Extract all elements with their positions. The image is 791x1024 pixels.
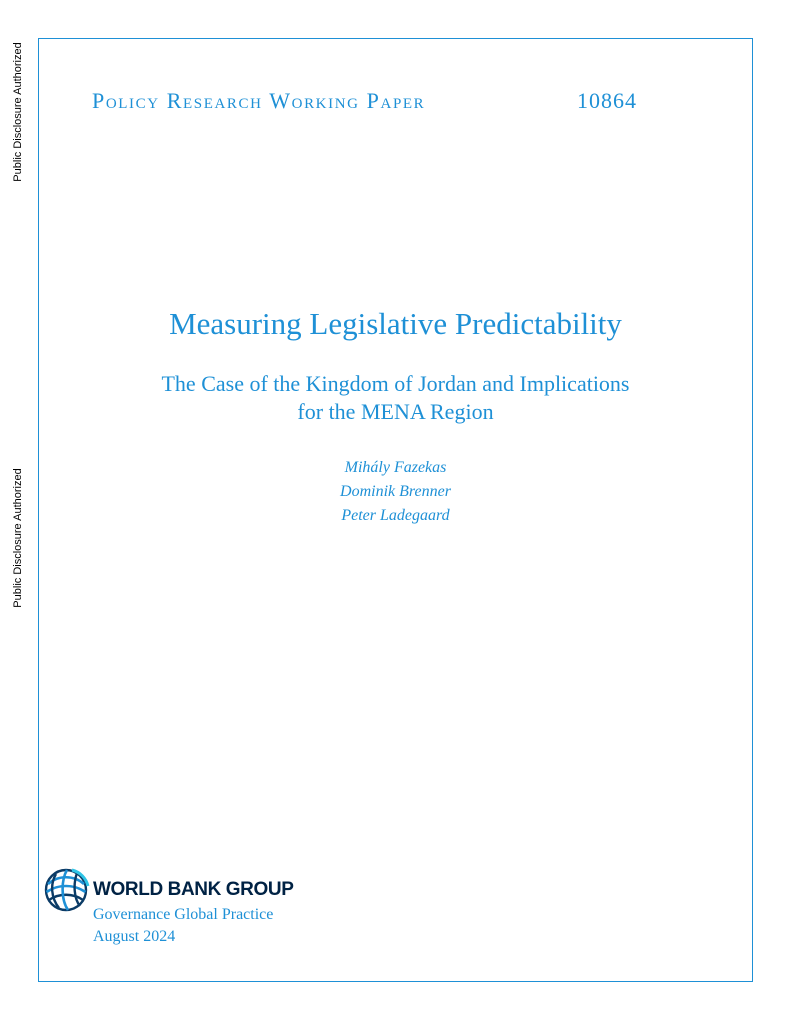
subtitle-line-1: The Case of the Kingdom of Jordan and Implications [161, 371, 630, 396]
subtitle-line-2: for the MENA Region [297, 399, 494, 424]
paper-subtitle [0, 370, 791, 426]
author-name: Dominik Brenner [340, 483, 451, 500]
paper-number: 10864 [577, 88, 637, 113]
series-header [92, 88, 637, 118]
author-name: Peter Ladegaard [341, 507, 450, 524]
author-name: Mihály Fazekas [344, 459, 447, 476]
series-name: Policy Research Working Paper [92, 88, 426, 113]
disclosure-label-middle: Public Disclosure Authorized [12, 468, 24, 608]
disclosure-label-top: Public Disclosure Authorized [12, 42, 24, 182]
author-list [0, 456, 791, 528]
global-practice: Governance Global Practice [93, 906, 274, 923]
paper-title: Measuring Legislative Predictability [169, 306, 622, 341]
publication-date: August 2024 [93, 928, 176, 945]
world-bank-globe-icon [42, 866, 90, 914]
brand-name: WORLD BANK GROUP [93, 879, 294, 900]
